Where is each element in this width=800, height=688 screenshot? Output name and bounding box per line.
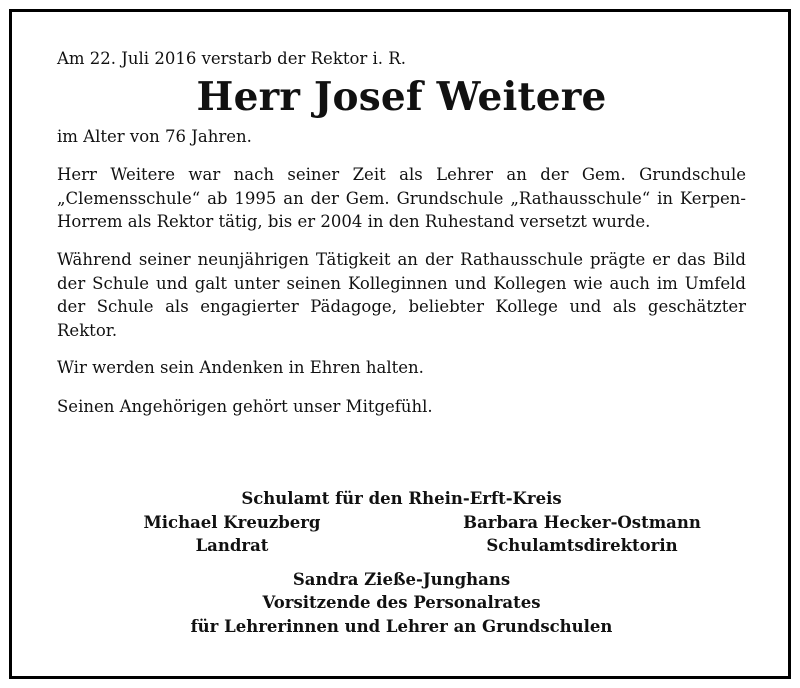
signature-right-title: Schulamtsdirektorin bbox=[486, 536, 678, 556]
career-paragraph: Herr Weitere war nach seiner Zeit als Lehrer an der Gem. Grundschule „Clemensschule“ ab 1995 an der Gem. Grundschule „Rathausschule“ in Kerpen-Horrem als Rektor tätig, bis er 2004 in den Ruhestand versetzt wurde. bbox=[57, 165, 746, 232]
signature-names-row bbox=[57, 511, 746, 535]
obituary-body bbox=[57, 47, 746, 434]
signature-right-name: Barbara Hecker-Ostmann bbox=[463, 512, 701, 532]
signature-organization: Schulamt für den Rhein-Erft-Kreis bbox=[241, 489, 562, 508]
signature-council-scope: für Lehrerinnen und Lehrer an Grundschulen bbox=[190, 616, 613, 636]
signature-council-title: Vorsitzende des Personalrates bbox=[262, 593, 541, 613]
intro-line: Am 22. Juli 2016 verstarb der Rektor i. R. bbox=[57, 49, 406, 68]
condolence-line: Seinen Angehörigen gehört unser Mitgefühl. bbox=[57, 396, 433, 416]
deceased-name: Herr Josef Weitere bbox=[196, 73, 607, 120]
remembrance-line: Wir werden sein Andenken in Ehren halten. bbox=[57, 358, 424, 378]
tribute-paragraph: Während seiner neunjährigen Tätigkeit an der Rathausschule prägte er das Bild der Schule und galt unter seinen Kolleginnen und Kollegen wie auch im Umfeld der Schule als engagierter Pädagoge, beliebter Kollege und als geschätzter Rektor. bbox=[57, 249, 746, 340]
signature-left-name: Michael Kreuzberg bbox=[143, 512, 321, 532]
signature-block bbox=[57, 487, 746, 639]
signature-council-name: Sandra Zieße-Junghans bbox=[292, 569, 511, 589]
signature-left-title: Landrat bbox=[195, 536, 269, 556]
age-line: im Alter von 76 Jahren. bbox=[57, 126, 252, 146]
signature-titles-row bbox=[57, 534, 746, 558]
signature-spacer bbox=[57, 558, 746, 568]
